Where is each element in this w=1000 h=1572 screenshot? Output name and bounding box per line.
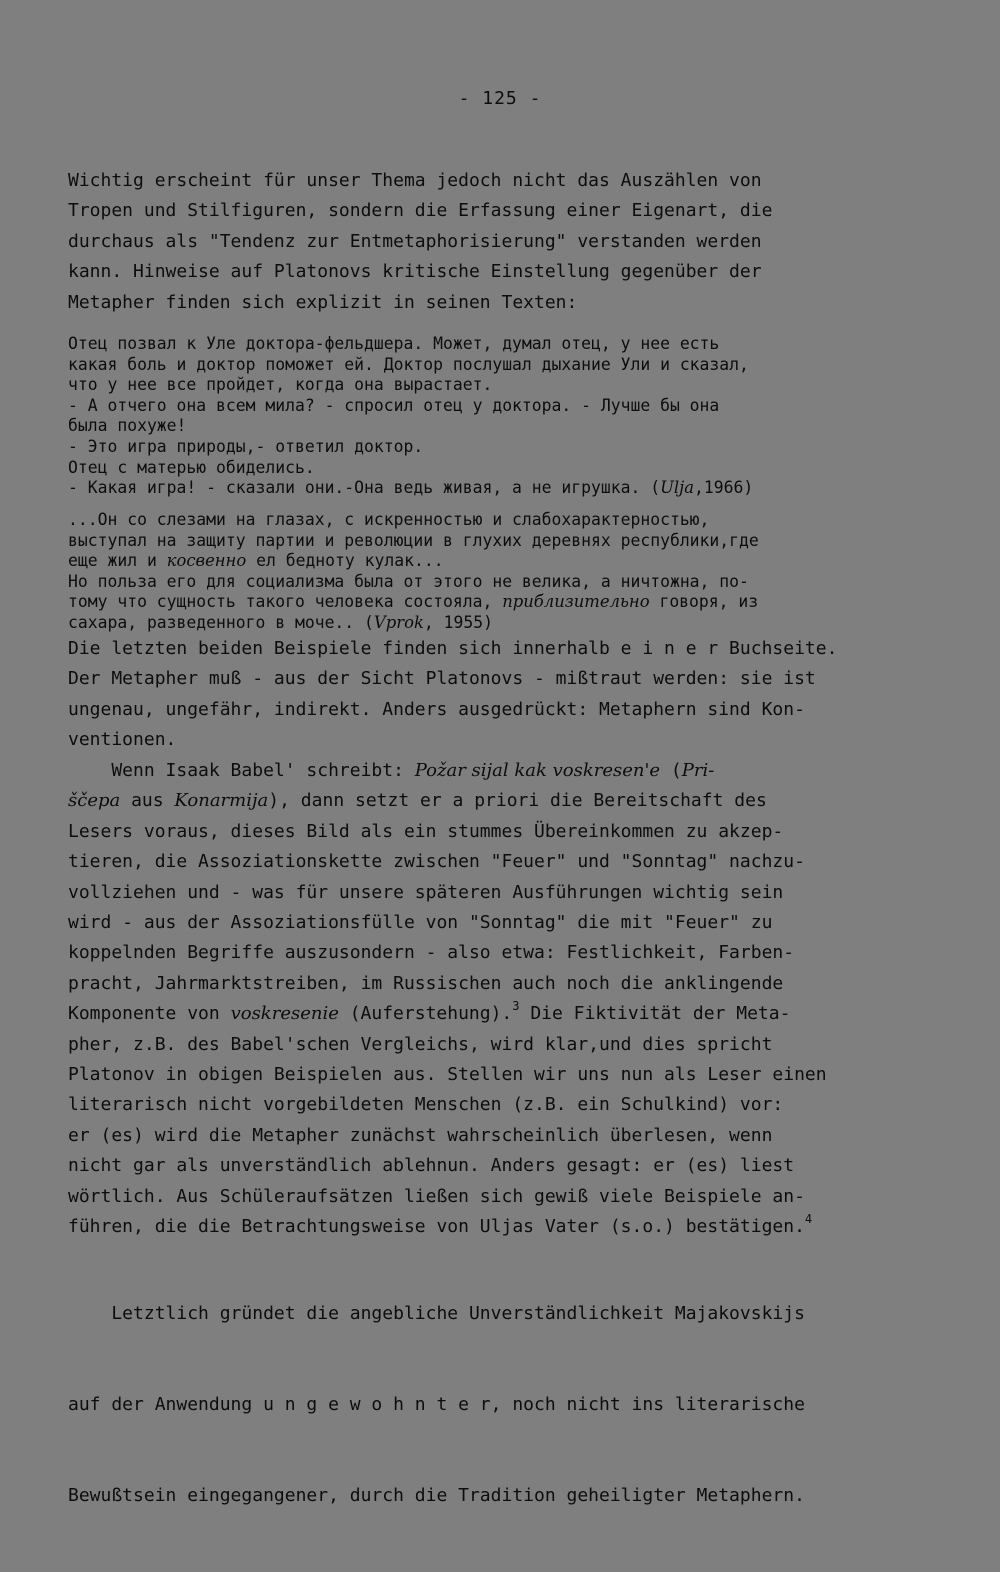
quote-vprok bbox=[68, 510, 928, 634]
text-line: tieren, die Assoziationskette zwischen "Feuer" und "Sonntag" nachzu- bbox=[68, 851, 805, 873]
text-line: wörtlich. Aus Schüleraufsätzen ließen sich gewiß viele Beispiele an- bbox=[68, 1185, 805, 1207]
text-line: ventionen. bbox=[68, 729, 177, 751]
quote-line: что у нее все пройдет, когда она вырастает. bbox=[68, 375, 493, 395]
quote-text: говоря, из bbox=[649, 592, 759, 612]
text-line: Letztlich gründet die angebliche Unverständlichkeit Majakovskijs bbox=[68, 1302, 805, 1324]
quote-text: - Какая игра! - сказали они.-Она ведь живая, а не игрушка. ( bbox=[68, 478, 661, 498]
quote-line: Отец позвал к Уле доктора-фельдшера. Может, думал отец, у нее есть bbox=[68, 334, 720, 353]
quoted-phrase: Požar sijal kak voskresen'e bbox=[414, 760, 661, 781]
text-line: Lesers voraus, dieses Bild als ein stummes Übereinkommen zu akzep- bbox=[68, 820, 784, 842]
text-line bbox=[68, 786, 928, 816]
text-line: Platonov in obigen Beispielen aus. Stellen wir uns nun als Leser einen bbox=[68, 1064, 827, 1086]
quote-line bbox=[68, 592, 928, 613]
text-line bbox=[68, 999, 928, 1029]
text-span: führen, die die Betrachtungsweise von Uljas Vater (s.o.) bestätigen. bbox=[68, 1216, 805, 1238]
emphasis: косвенно bbox=[166, 551, 247, 571]
work-title: Konarmija bbox=[174, 790, 269, 812]
quote-line bbox=[68, 478, 928, 499]
text-span: (Auferstehung). bbox=[338, 1003, 513, 1025]
quote-line: Отец с матерью обиделись. bbox=[68, 457, 315, 477]
quote-text: сахара, разведенного в моче.. ( bbox=[68, 612, 374, 632]
paragraph-beispiele bbox=[68, 634, 928, 756]
quote-line: ...Он со слезами на глазах, с искренностью и слабохарактерностью, bbox=[68, 510, 710, 529]
text-line: ungenau, ungefähr, indirekt. Anders ausgedrückt: Metaphern sind Kon- bbox=[68, 698, 805, 720]
quote-line: - А отчего она всем мила? - спросил отец у доктора. - Лучше бы она bbox=[68, 395, 720, 415]
quote-text: тому что сущность такого человека состояла, bbox=[68, 592, 503, 612]
quote-text: ел бедноту кулак... bbox=[246, 551, 444, 571]
text-line: durchaus als "Tendenz zur Entmetaphorisierung" verstanden werden bbox=[68, 230, 762, 252]
text-line bbox=[68, 756, 928, 786]
text-line: pracht, Jahrmarktstreiben, im Russischen auch noch die anklingende bbox=[68, 972, 784, 994]
quote-line: - Это игра природы,- ответил доктор. bbox=[68, 436, 424, 456]
quote-line: была похуже! bbox=[68, 416, 187, 436]
text-span: aus bbox=[120, 790, 175, 812]
text-line: kann. Hinweise auf Platonovs kritische Einstellung gegenüber der bbox=[68, 261, 762, 283]
page-number: - 125 - bbox=[458, 88, 542, 109]
text-line: Der Metapher muß - aus der Sicht Platonovs - mißtraut werden: sie ist bbox=[68, 668, 816, 690]
work-title: Vprok bbox=[373, 612, 424, 632]
citation-year: , 1955) bbox=[423, 612, 493, 632]
quote-line bbox=[68, 613, 928, 634]
text-span: ), dann setzt er a priori die Bereitschaft des bbox=[268, 790, 767, 812]
text-span: Die Fiktivität der Meta- bbox=[519, 1003, 791, 1025]
text-line: wird - aus der Assoziationsfülle von "Sonntag" die mit "Feuer" zu bbox=[68, 912, 773, 934]
text-line: nicht gar als unverständlich ablehnun. Anders gesagt: er (es) liest bbox=[68, 1155, 795, 1177]
work-title: Ulja bbox=[660, 478, 695, 498]
text-line: Die letzten beiden Beispiele finden sich innerhalb e i n e r Buchseite. bbox=[68, 638, 838, 659]
work-title: ščepa bbox=[68, 790, 121, 812]
text-line: Bewußtsein eingegangener, durch die Tradition geheiligter Metaphern. bbox=[68, 1485, 805, 1507]
text-line: auf der Anwendung u n g e w o h n t e r, noch nicht ins literarische bbox=[68, 1394, 805, 1416]
quote-ulja bbox=[68, 334, 928, 499]
text-line: literarisch nicht vorgebildeten Menschen (z.B. ein Schulkind) vor: bbox=[68, 1094, 784, 1116]
footnote-marker[interactable]: 4 bbox=[804, 1212, 813, 1227]
text-line: Wichtig erscheint für unser Thema jedoch nicht das Auszählen von bbox=[68, 170, 762, 191]
paragraph-majakovskij bbox=[68, 1238, 928, 1572]
text-line: er (es) wird die Metapher zunächst wahrscheinlich überlesen, wenn bbox=[68, 1124, 773, 1146]
text-line: koppelnden Begriffe auszusondern - also etwa: Festlichkeit, Farben- bbox=[68, 942, 795, 964]
quote-line: какая боль и доктор поможет ей. Доктор послушал дыхание Ули и сказал, bbox=[68, 354, 749, 374]
paragraph-babel bbox=[68, 756, 928, 1243]
text-span: ( bbox=[660, 760, 682, 781]
quote-line: выступал на защиту партии и революции в глухих деревнях республики,где bbox=[68, 530, 759, 550]
text-line: Metapher finden sich explizit in seinen Texten: bbox=[68, 291, 578, 313]
quote-line: Но польза его для социализма была от этого не велика, а ничтожна, по- bbox=[68, 571, 749, 591]
citation-year: ,1966) bbox=[694, 478, 754, 498]
quote-line bbox=[68, 551, 928, 572]
text-line: vollziehen und - was für unsere späteren Ausführungen wichtig sein bbox=[68, 881, 784, 903]
work-title: Pri- bbox=[681, 760, 715, 781]
emphasis: приблизительно bbox=[502, 592, 650, 612]
emphasis: voskresenie bbox=[230, 1003, 339, 1025]
paragraph-intro bbox=[68, 166, 928, 318]
text-line: pher, z.B. des Babel'schen Vergleichs, wird klar,und dies spricht bbox=[68, 1033, 773, 1055]
text-span: Komponente von bbox=[68, 1003, 231, 1025]
text-line: Tropen und Stilfiguren, sondern die Erfassung einer Eigenart, die bbox=[68, 200, 773, 222]
text-span: Wenn Isaak Babel' schreibt: bbox=[68, 760, 415, 781]
quote-text: еще жил и bbox=[68, 551, 167, 571]
footnote-marker[interactable]: 3 bbox=[512, 999, 520, 1014]
